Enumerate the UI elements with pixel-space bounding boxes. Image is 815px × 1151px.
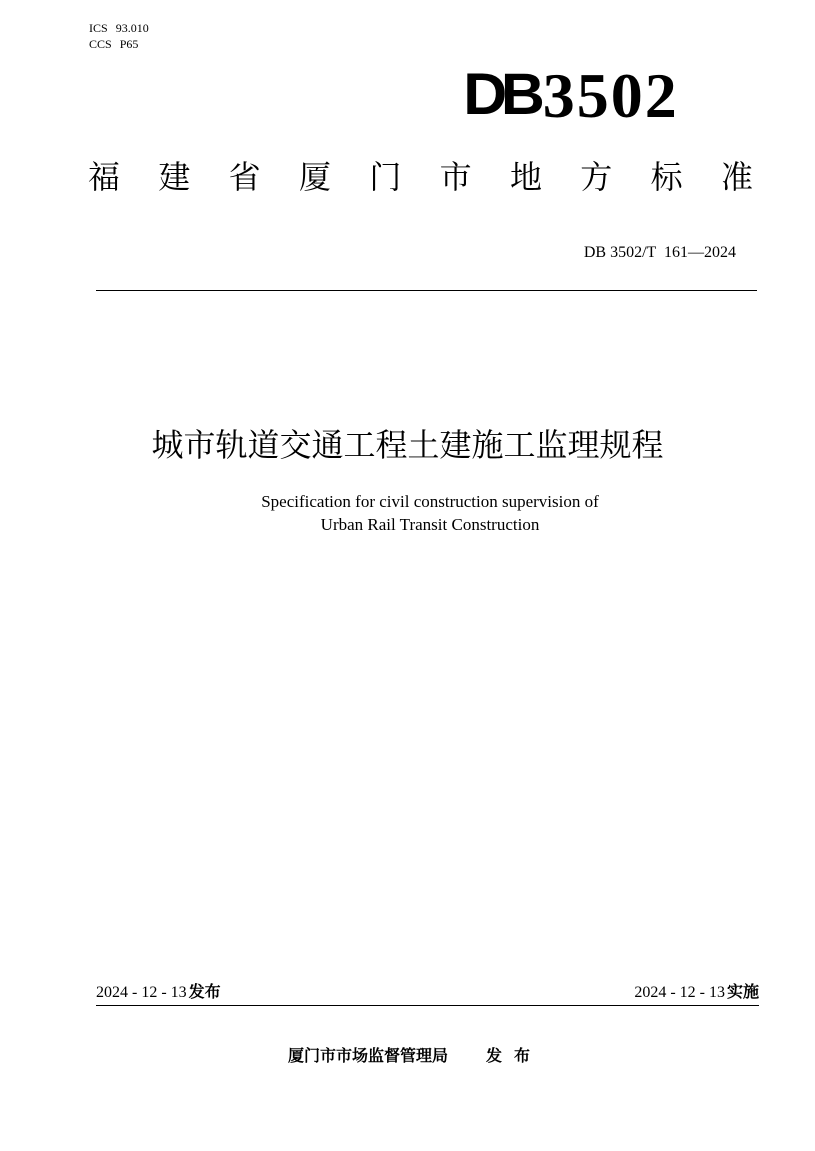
standard-type-char: 准 <box>720 158 753 196</box>
implement-date-value: 2024 - 12 - 13 <box>634 984 725 1001</box>
issue-date-label: 发布 <box>188 982 221 1001</box>
standard-type-char: 标 <box>650 158 683 196</box>
title-english-line1: Specification for civil construction supervision of <box>261 492 599 511</box>
ics-code <box>89 21 149 35</box>
publisher <box>288 1046 542 1066</box>
standard-type <box>88 157 753 197</box>
standard-type-char: 建 <box>158 158 191 196</box>
standard-type-char: 地 <box>509 158 542 196</box>
ccs-code <box>89 37 138 51</box>
standard-type-char: 门 <box>369 158 402 196</box>
standard-type-char: 厦 <box>298 158 331 196</box>
footer-divider <box>96 1005 759 1006</box>
implement-date <box>634 982 759 1003</box>
ccs-label: CCS <box>89 37 112 51</box>
db-logo <box>463 60 679 131</box>
ics-value: 93.010 <box>115 21 149 35</box>
db-mark: DB <box>463 62 539 127</box>
title-chinese: 城市轨道交通工程土建施工监理规程 <box>151 426 664 464</box>
db-region-code: 3502 <box>542 60 679 131</box>
issue-date <box>96 982 221 1003</box>
ics-label: ICS <box>89 21 108 35</box>
ccs-value: P65 <box>119 37 139 51</box>
standard-type-char: 市 <box>439 158 472 196</box>
implement-date-label: 实施 <box>726 982 759 1001</box>
standard-type-char: 福 <box>88 158 121 196</box>
title-english-line2: Urban Rail Transit Construction <box>320 515 540 534</box>
publisher-action: 发布 <box>486 1046 543 1065</box>
issue-date-value: 2024 - 12 - 13 <box>96 984 187 1001</box>
standard-type-char: 省 <box>228 158 261 196</box>
standard-number: DB 3502/T 161—2024 <box>583 244 736 261</box>
header-divider <box>96 290 757 291</box>
publisher-name: 厦门市市场监督管理局 <box>288 1046 449 1065</box>
standard-type-char: 方 <box>580 158 613 196</box>
